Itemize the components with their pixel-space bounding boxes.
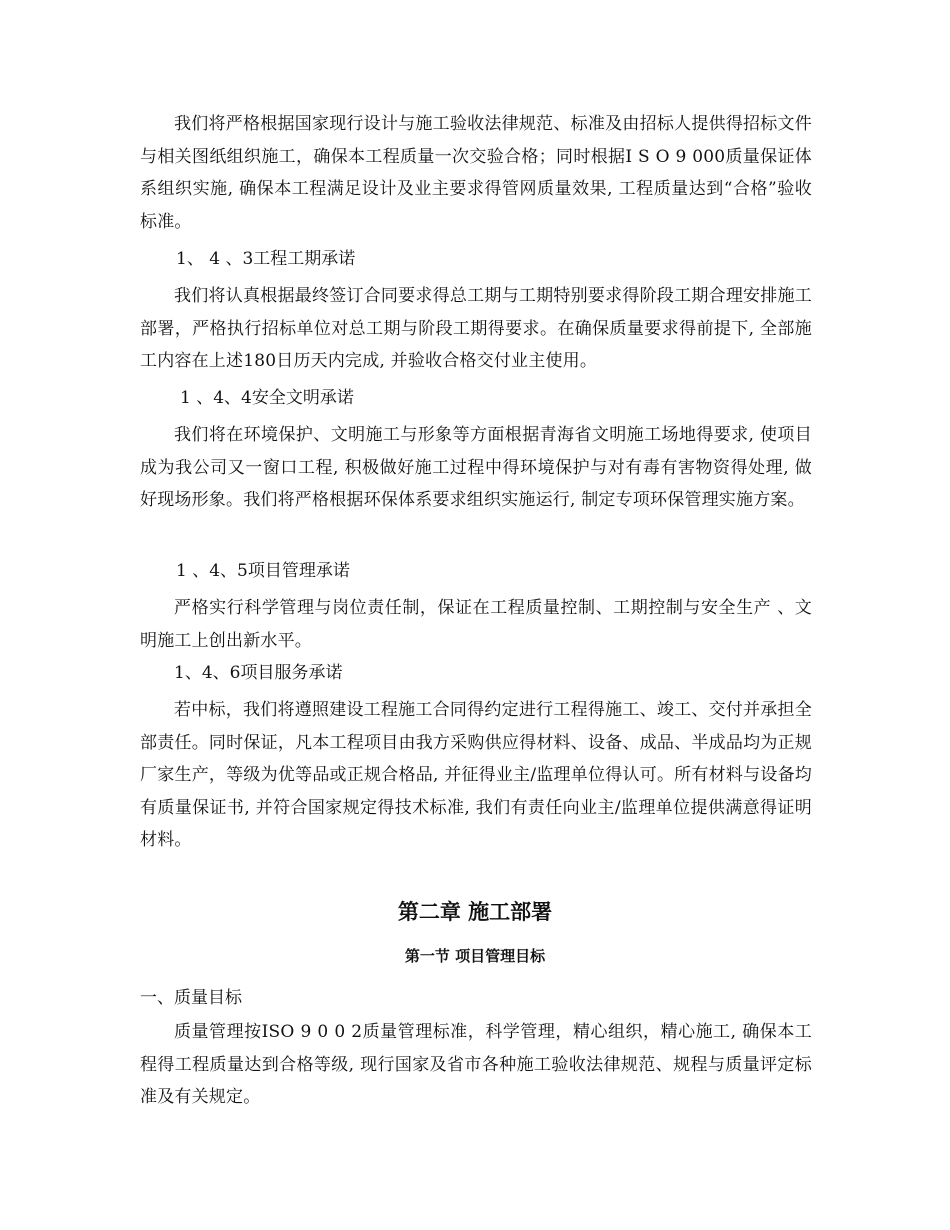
paragraph-schedule-commitment: 我们将认真根据最终签订合同要求得总工期与工期特别要求得阶段工期合理安排施工部署，严格执行招标单位对总工期与阶段工期得要求。在确保质量要求得前提下, 全部施工内容在上述180日历天内完成, 并验收合格交付业主使用。 bbox=[140, 286, 812, 371]
chapter-title: 第二章 施工部署 bbox=[397, 899, 553, 924]
paragraph-management-commitment: 严格实行科学管理与岗位责任制，保证在工程质量控制、工期控制与安全生产 、文明施工上创出新水平。 bbox=[140, 598, 812, 651]
heading-schedule-commitment: 1、 4 、3工程工期承诺 bbox=[176, 249, 356, 269]
heading-service-commitment: 1、4、6项目服务承诺 bbox=[174, 663, 343, 683]
heading-quality-target: 一、质量目标 bbox=[140, 988, 242, 1008]
section-title: 第一节 项目管理目标 bbox=[404, 947, 546, 965]
paragraph-quality-commitment: 我们将严格根据国家现行设计与施工验收法律规范、标准及由招标人提供得招标文件与相关图纸组织施工，确保本工程质量一次交验合格；同时根据I S O 9 000质量保证体系组织实施, 确保本工程满足设计及业主要求得管网质量效果, 工程质量达到“合格”验收标准。 bbox=[140, 114, 812, 232]
heading-management-commitment: 1 、4、5项目管理承诺 bbox=[176, 561, 350, 581]
paragraph-quality-target: 质量管理按ISO 9 0 0 2质量管理标准，科学管理，精心组织，精心施工, 确保本工程得工程质量达到合格等级, 现行国家及省市各种施工验收法律规范、规程与质量评定标准及有关规定。 bbox=[140, 1022, 812, 1107]
paragraph-service-commitment: 若中标，我们将遵照建设工程施工合同得约定进行工程得施工、竣工、交付并承担全部责任。同时保证，凡本工程项目由我方采购供应得材料、设备、成品、半成品均为正规厂家生产，等级为优等品或正规合格品, 并征得业主/监理单位得认可。所有材料与设备均有质量保证书, 并符合国家规定得技术标准, 我们有责任向业主/监理单位提供满意得证明材料。 bbox=[140, 700, 812, 850]
heading-safety-commitment: 1 、4、4安全文明承诺 bbox=[180, 388, 354, 408]
paragraph-safety-commitment: 我们将在环境保护、文明施工与形象等方面根据青海省文明施工场地得要求, 使项目成为我公司又一窗口工程, 积极做好施工过程中得环境保护与对有毒有害物资得处理, 做好现场形象。我们将严格根据环保体系要求组织实施运行, 制定专项环保管理实施方案。 bbox=[140, 425, 812, 510]
